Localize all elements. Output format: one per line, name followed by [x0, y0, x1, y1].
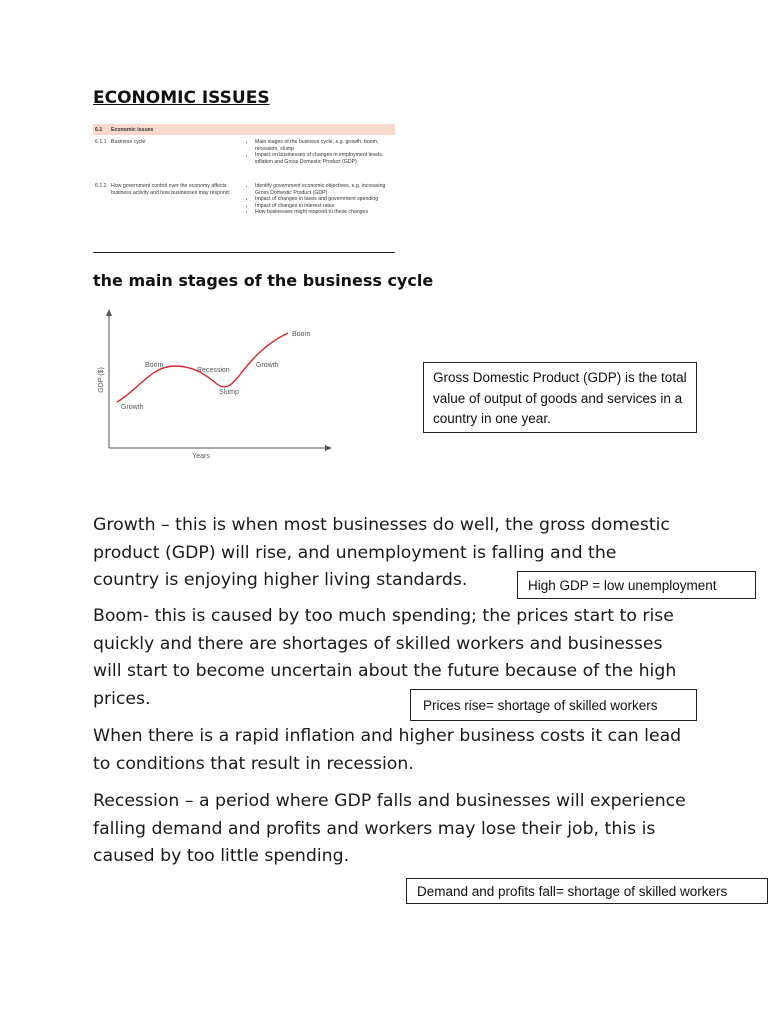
row-number: 6.1.2	[95, 183, 107, 189]
annotation-boom: Boom	[145, 362, 164, 369]
recession-paragraph: Recession – a period where GDP falls and businesses will experience falling demand and profits and workers may lose their job, this is caused by too little spending.	[93, 791, 686, 867]
x-axis-label: Years	[192, 453, 210, 460]
note-high-gdp: High GDP = low unemployment	[517, 571, 756, 599]
annotation-boom-2: Boom	[292, 331, 311, 338]
row-point: • Impact of changes in taxes and government spending	[255, 196, 393, 203]
x-axis-arrow	[325, 445, 332, 451]
section-number: 6.1	[95, 126, 103, 133]
business-cycle-chart	[93, 308, 333, 463]
annotation-growth: Growth	[121, 404, 144, 411]
inflation-paragraph: When there is a rapid inflation and higher business costs it can lead to conditions that result in recession.	[93, 726, 682, 774]
y-axis-label: GDP ($)	[98, 367, 105, 393]
syllabus-row	[93, 179, 395, 216]
row-points	[241, 139, 393, 165]
note-prices-rise: Prices rise= shortage of skilled workers	[410, 689, 697, 721]
y-axis-arrow	[106, 309, 112, 316]
row-topic: How government control over the economy affects business activity and how businesses may respond:	[111, 183, 231, 196]
syllabus-header	[93, 124, 395, 135]
gdp-definition-box: Gross Domestic Product (GDP) is the total value of output of goods and services in a country in one year.	[423, 362, 697, 433]
row-point: • Main stages of the business cycle, e.g. growth, boom, recession, slump	[255, 139, 393, 152]
row-point: • Impact of changes in interest rates	[255, 203, 393, 210]
annotation-recession: Recession	[197, 367, 230, 374]
section-subheading: the main stages of the business cycle	[93, 271, 434, 290]
row-number: 6.1.1	[95, 139, 107, 145]
syllabus-table	[93, 124, 395, 253]
annotation-growth-2: Growth	[256, 362, 279, 369]
growth-paragraph: Growth – this is when most businesses do well, the gross domestic product (GDP) will rise, and unemployment is falling and the country is enjoying higher living standards.	[93, 515, 670, 591]
annotation-slump: Slump	[219, 389, 239, 396]
row-topic: Business cycle:	[111, 139, 147, 145]
row-point: • Impact on businesses of changes in employment levels, inflation and Gross Domestic Product (GDP)	[255, 152, 393, 165]
section-title: Economic issues	[111, 126, 154, 133]
page-title: ECONOMIC ISSUES	[93, 88, 270, 108]
row-point: • Identify government economic objectives, e.g. increasing Gross Domestic Product (GDP)	[255, 183, 393, 196]
note-demand-fall: Demand and profits fall= shortage of skilled workers	[406, 878, 768, 904]
row-points	[241, 183, 393, 216]
syllabus-row	[93, 135, 395, 165]
boom-paragraph: Boom- this is caused by too much spending; the prices start to rise quickly and there are shortages of skilled workers and businesses will start to become uncertain about the future because of the high prices.	[93, 606, 677, 710]
row-point: • How businesses might respond to these changes	[255, 209, 393, 216]
